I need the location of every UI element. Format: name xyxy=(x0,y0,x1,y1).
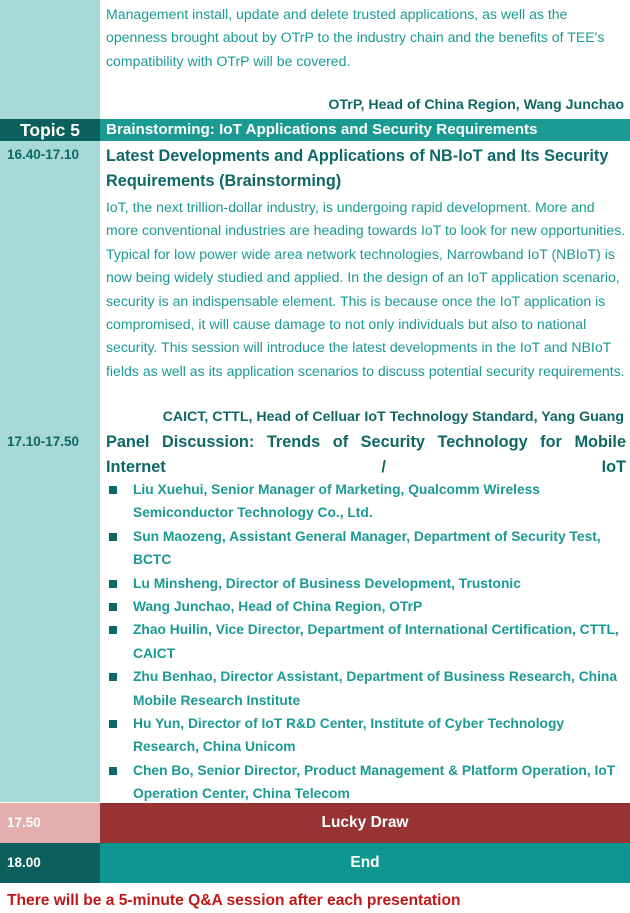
qa-note: There will be a 5-minute Q&A session after each presentation xyxy=(7,892,461,909)
session1-time: 16.40-17.10 xyxy=(7,147,80,162)
topic-label: Topic 5 xyxy=(0,119,100,141)
lucky-draw-time: 17.50 xyxy=(0,803,100,843)
intro-speaker: OTrP, Head of China Region, Wang Junchao xyxy=(328,97,624,113)
end-row xyxy=(0,843,630,883)
session1-title: Latest Developments and Applications of NB-IoT and Its Security Requirements (Brainstorming) xyxy=(106,147,609,190)
session2-title-text: Panel Discussion: Trends of Security Technology for Mobile Internet / IoT xyxy=(106,433,626,476)
list-item: Sun Maozeng, Assistant General Manager, Department of Security Test, BCTC xyxy=(106,525,626,572)
bullet-square-icon xyxy=(109,533,117,541)
bullet-square-icon xyxy=(109,720,117,728)
list-item: Zhu Benhao, Director Assistant, Department of Business Research, China Mobile Research Institute xyxy=(106,665,626,712)
end-label: End xyxy=(100,843,630,883)
bullet-square-icon xyxy=(109,673,117,681)
session2-time: 17.10-17.50 xyxy=(7,434,80,449)
bullet-square-icon xyxy=(109,626,117,634)
list-item: Hu Yun, Director of IoT R&D Center, Institute of Cyber Technology Research, China Unicom xyxy=(106,712,626,759)
session1-speaker: CAICT, CTTL, Head of Celluar IoT Technology Standard, Yang Guang xyxy=(162,409,624,425)
list-item: Zhao Huilin, Vice Director, Department of International Certification, CTTL, CAICT xyxy=(106,618,626,665)
bullet-square-icon xyxy=(109,486,117,494)
intro-paragraph: Management install, update and delete trusted applications, as well as the openness brought about by OTrP to the industry chain and the benefits of TEE's compatibility with OTrP will be covered. xyxy=(106,6,605,69)
end-time: 18.00 xyxy=(0,843,100,883)
list-item: Liu Xuehui, Senior Manager of Marketing, Qualcomm Wireless Semiconductor Technology Co., Ltd. xyxy=(106,478,626,525)
session2-title xyxy=(106,430,626,480)
topic-band xyxy=(0,119,630,141)
list-item: Wang Junchao, Head of China Region, OTrP xyxy=(106,595,626,618)
bullet-square-icon xyxy=(109,580,117,588)
bullet-square-icon xyxy=(109,603,117,611)
list-item: Lu Minsheng, Director of Business Development, Trustonic xyxy=(106,572,626,595)
lucky-draw-label: Lucky Draw xyxy=(100,803,630,843)
panelist-list xyxy=(106,478,626,806)
topic-title: Brainstorming: IoT Applications and Security Requirements xyxy=(100,119,630,141)
bullet-square-icon xyxy=(109,767,117,775)
lucky-draw-row xyxy=(0,803,630,843)
list-item: Chen Bo, Senior Director, Product Management & Platform Operation, IoT Operation Center, China Telecom xyxy=(106,759,626,806)
session1-description: IoT, the next trillion-dollar industry, is undergoing rapid development. More and more conventional industries are heading towards IoT to look for new opportunities. Typical for low power wide area network technologies, Narrowband IoT (NBIoT) is now being widely studied and applied. In the design of an IoT application scenario, security is an indispensable element. This is because once the IoT application is compromised, it will cause damage to not only individuals but also to national security. This session will introduce the latest developments in the IoT and NBIoT fields as well as its application scenarios to discuss potential security requirements. xyxy=(106,199,626,379)
